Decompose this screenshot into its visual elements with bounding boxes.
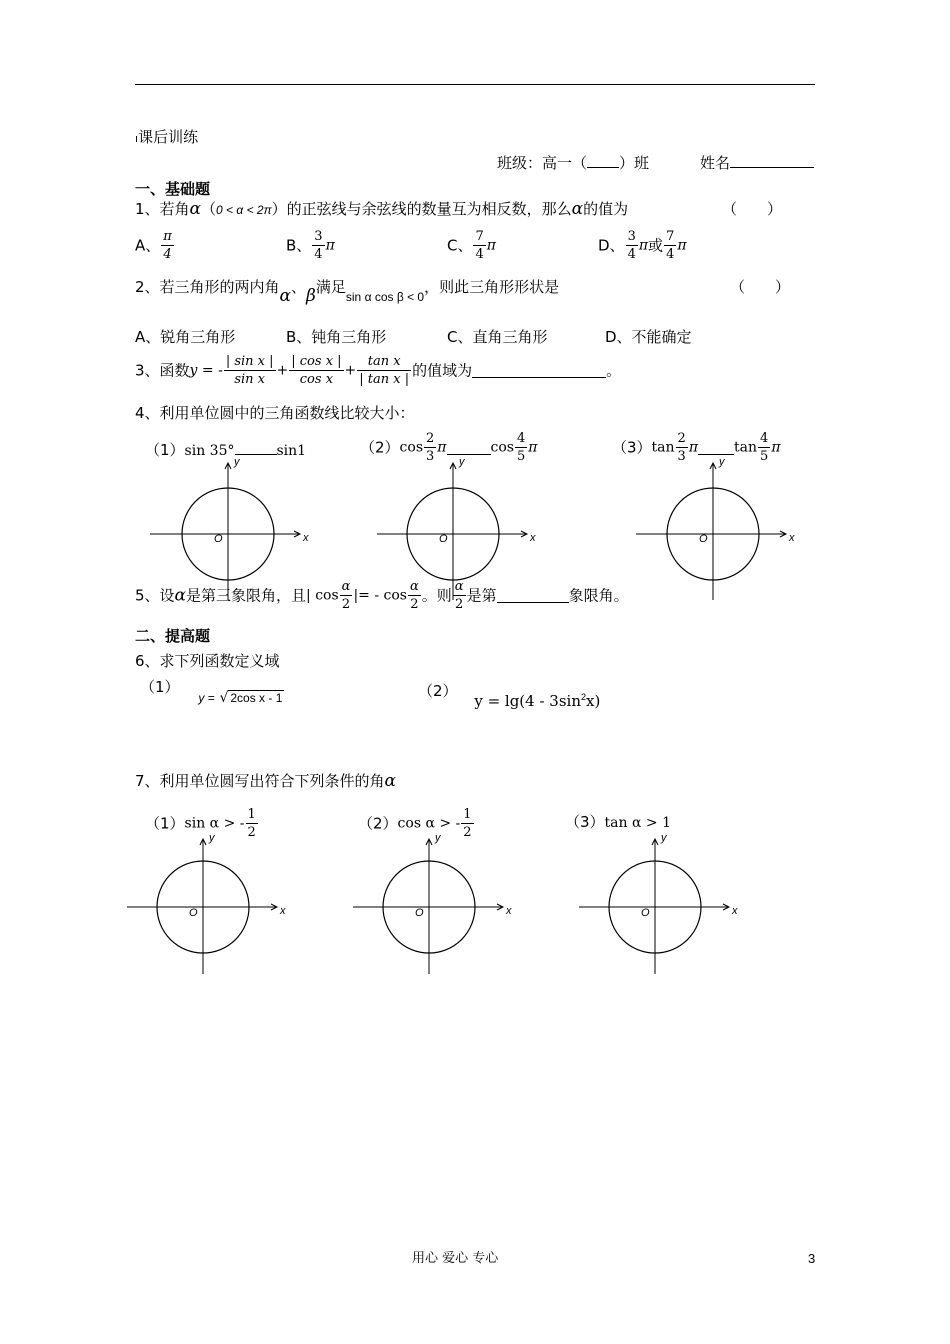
svg-text:x: x	[530, 532, 536, 544]
q7-part3: （3）tan α > 1	[565, 813, 671, 831]
svg-text:x: x	[280, 905, 286, 917]
svg-text:x: x	[303, 532, 309, 544]
class-blank[interactable]	[587, 153, 619, 168]
q1-option-b[interactable]: B、 $\frac{3}{4}$ π	[286, 229, 335, 262]
header-rule	[135, 84, 815, 85]
class-field: 班级：高一（ ）班	[497, 154, 650, 172]
name-field: 姓名	[700, 153, 814, 172]
q1-paren: （ ）	[722, 200, 783, 218]
svg-text:O: O	[641, 907, 650, 919]
q7-unit-circle-2	[353, 831, 518, 981]
svg-text:y: y	[661, 832, 667, 844]
q6-part2: （2） $y = \lg(4 - 3\sin^2x)$	[418, 682, 601, 710]
q3-answer-blank[interactable]	[472, 363, 606, 378]
q2-stem: 2、若三角形的两内角α、β满足$_{sin \alpha cos \beta < 0}$，则此三角形形状是	[135, 278, 560, 306]
q7-unit-circle-1	[127, 831, 292, 981]
q2-option-d[interactable]: D、不能确定	[605, 328, 692, 346]
svg-text:O: O	[189, 907, 198, 919]
q4-part3: （3）tan $\frac{2}{3}$ π tan $\frac{4}{5}$ π	[612, 431, 781, 464]
svg-text:x: x	[732, 905, 738, 917]
svg-text:y: y	[719, 456, 725, 468]
q4-part2: （2）cos $\frac{2}{3}$ π cos $\frac{4}{5}$ π	[360, 431, 538, 464]
svg-text:y: y	[435, 832, 441, 844]
page-number: 3	[808, 1251, 816, 1266]
q5-stem: 5、设α是第三象限角，且| cos $\frac{\alpha}{2}$ |= - cos $\frac{\alpha}{2}$ 。则 $\frac{\alpha}{2}$ 是第 象限角。	[135, 579, 629, 612]
q7-part2: （2）cos α > - $\frac{1}{2}$	[358, 807, 472, 840]
q2-option-b[interactable]: B、钝角三角形	[286, 328, 387, 346]
q1-option-a[interactable]: A、 $\frac{\pi}{4}$	[135, 229, 172, 262]
q7-stem: 7、利用单位圆写出符合下列条件的角α	[135, 771, 397, 791]
svg-text:O: O	[699, 533, 708, 545]
section2-title: 二、提高题	[135, 627, 211, 645]
name-blank[interactable]	[730, 153, 814, 168]
q4-part1: （1）sin 35° sin1	[145, 441, 307, 459]
q1-option-d[interactable]: D、 $\frac{3}{4}$ π或 $\frac{7}{4}$ π	[598, 229, 687, 262]
svg-text:y: y	[209, 832, 215, 844]
q7-unit-circle-3	[579, 831, 744, 981]
q4-p2-blank[interactable]	[447, 440, 491, 455]
svg-text:O: O	[439, 533, 448, 545]
q3-stem: 3、函数y = - $\frac{\text{| sin x |}}{\text{sin x}}$ + $\frac{\text{| cos x |}}{\text{cos x}}$ + $\frac{\text{tan x}}{\text{| tan x |}}$ 的值域为 。	[135, 354, 622, 387]
q1-stem: 1、若角α（0 < α < 2π）的正弦线与余弦线的数量互为相反数，那么α的值为	[135, 199, 629, 219]
q4-p3-blank[interactable]	[698, 440, 734, 455]
q2-paren: （ ）	[730, 278, 791, 296]
svg-text:y: y	[234, 456, 240, 468]
svg-text:O: O	[415, 907, 424, 919]
q4-p1-blank[interactable]	[235, 440, 277, 455]
course-label: ı课后训练	[135, 128, 199, 146]
svg-text:y: y	[459, 456, 465, 468]
q7-part1: （1）sin α > - $\frac{1}{2}$	[145, 807, 256, 840]
section1-title: 一、基础题	[135, 180, 211, 198]
q6-stem: 6、求下列函数定义域	[135, 652, 280, 670]
svg-text:O: O	[214, 533, 223, 545]
svg-text:x: x	[789, 532, 795, 544]
q2-option-a[interactable]: A、锐角三角形	[135, 328, 236, 346]
q1-option-c[interactable]: C、 $\frac{7}{4}$ π	[447, 229, 496, 262]
q4-stem: 4、利用单位圆中的三角函数线比较大小：	[135, 404, 415, 422]
q4-unit-circle-3	[636, 455, 801, 605]
footer-motto: 用心 爱心 专心	[412, 1251, 499, 1266]
q6-part1: （1） y = √ 2cos x - 1	[140, 678, 283, 706]
q2-option-c[interactable]: C、直角三角形	[447, 328, 548, 346]
svg-text:x: x	[506, 905, 512, 917]
q5-answer-blank[interactable]	[497, 588, 569, 603]
